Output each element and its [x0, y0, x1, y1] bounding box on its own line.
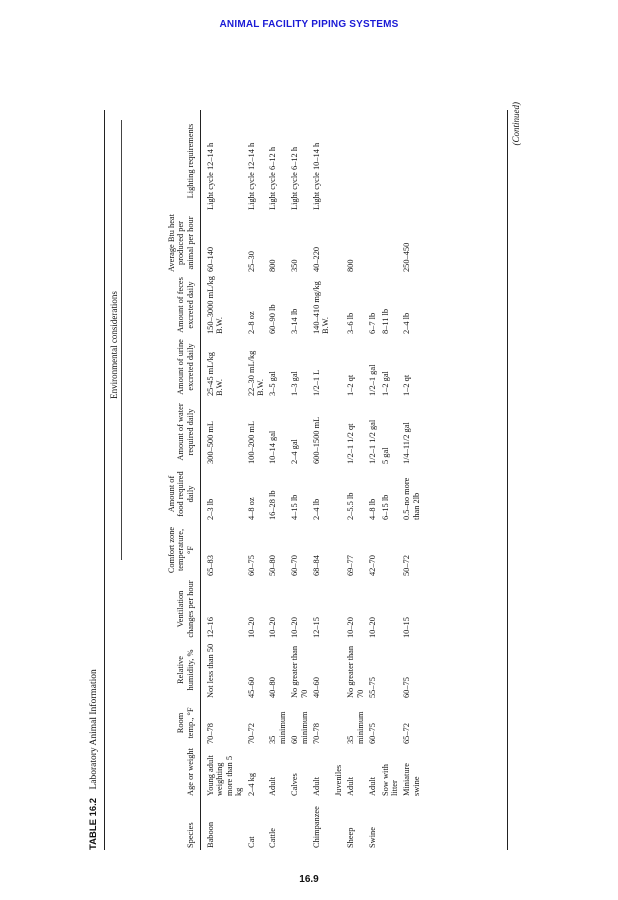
cell-species: Cattle [268, 827, 278, 848]
cell-comfort [332, 522, 344, 578]
cell-comfort: 60–70 [290, 555, 300, 576]
cell-comfort: 65–83 [206, 555, 215, 576]
cell-water [332, 398, 344, 466]
table-title: Laboratory Animal Information [89, 669, 99, 790]
cell-btu: 40–220 [312, 246, 322, 272]
cell-comfort: 60–75 [246, 555, 256, 576]
col-header-comfort: Comfort zone temperature, °F [166, 526, 195, 574]
cell-water: 2–4 gal [290, 439, 300, 464]
cell-lighting: Light cycle 10–14 h [312, 142, 322, 210]
table-number: TABLE 16.2 [88, 797, 99, 850]
cell-food: 0.5–no more than 2lb [402, 477, 421, 520]
cell-water: 10–14 gal [268, 430, 278, 464]
cell-food: 2–3 lb [206, 498, 215, 520]
cell-ventilation: 12–15 [312, 617, 322, 638]
cell-age: Adult [346, 776, 356, 796]
cell-lighting: Light cycle 6–12 h [290, 146, 300, 210]
cell-urine: 25-45 mL/kg B.W. [206, 352, 225, 396]
cell-species [379, 798, 401, 850]
cell-ventilation: 10–20 [268, 617, 278, 638]
page-number: 16.9 [299, 874, 319, 885]
table-row [266, 110, 288, 850]
group-heading: Environmental considerations [109, 291, 119, 399]
table-rotated-content [84, 90, 544, 860]
cell-age: Miniature swine [402, 762, 421, 796]
cell-water: 1/2–1 1/2 qt [346, 423, 356, 464]
cell-humidity [332, 640, 344, 700]
cell-water: 1/2–1 1/2 gal [368, 419, 378, 464]
cell-humidity: 45–60 [246, 677, 256, 698]
cell-room-temp: 35 minimum [268, 711, 287, 744]
col-header-water: Amount of water required daily [176, 403, 195, 461]
cell-btu: 60–140 [206, 246, 215, 272]
cell-ventilation: 10–20 [246, 617, 256, 638]
col-header-food: Amount of food required daily [166, 471, 195, 517]
col-header-species: Species [185, 822, 195, 848]
cell-lighting: Light cycle 12–14 h [206, 142, 215, 210]
cell-room-temp: 35 minimum [346, 711, 365, 744]
cell-lighting [344, 110, 366, 212]
cell-room-temp: 70–78 [206, 723, 215, 744]
cell-btu: 250–450 [402, 242, 412, 272]
cell-food: 4–8 oz [246, 497, 256, 520]
cell-btu: 25–30 [246, 251, 256, 272]
cell-room-temp: 70–72 [246, 723, 256, 744]
cell-feces: 2–8 oz [246, 311, 256, 334]
cell-age: Adult [312, 776, 322, 796]
cell-species: Sheep [346, 827, 356, 848]
cell-water: 100–200 mL [246, 420, 256, 464]
table-row [245, 110, 267, 850]
cell-btu: 800 [268, 259, 278, 272]
cell-btu: 350 [290, 259, 300, 272]
cell-food: 4–15 lb [290, 494, 300, 520]
cell-ventilation: 10–20 [368, 617, 378, 638]
cell-ventilation [332, 578, 344, 640]
rotated-table-area [84, 90, 544, 870]
cell-food: 2–5.5 lb [346, 492, 356, 520]
cell-comfort: 69–77 [346, 555, 356, 576]
table-row [400, 110, 422, 850]
table-row [344, 110, 366, 850]
cell-urine: 1–2 qt [346, 374, 356, 396]
animal-info-table [128, 110, 422, 850]
cell-feces: 3–14 lb [290, 308, 300, 334]
cell-comfort: 50–80 [268, 555, 278, 576]
col-header-btu: Average Btu heat produced per animal per hour [166, 214, 195, 272]
table-top-rule [104, 110, 105, 850]
cell-room-temp: 60 minimum [290, 711, 309, 744]
cell-humidity: No greater than 70 [346, 645, 365, 698]
cell-feces: 8–11 lb [380, 308, 390, 334]
cell-humidity: 55–75 [368, 677, 378, 698]
table-caption [88, 669, 99, 850]
cell-species: Swine [368, 827, 378, 848]
cell-species [400, 798, 422, 850]
cell-room-temp: 65–72 [402, 723, 412, 744]
cell-humidity: 40–60 [312, 677, 322, 698]
cell-feces: 2–4 lb [402, 312, 412, 334]
cell-urine: 1–2 qt [402, 374, 412, 396]
col-header-ventilation: Ventilation changes per hour [176, 580, 195, 638]
cell-urine: 3–5 gal [268, 371, 278, 396]
cell-feces: 140–410 mg/kg B.W. [312, 281, 331, 334]
cell-species: Cat [246, 836, 256, 848]
cell-feces: 3–6 lb [346, 312, 356, 334]
cell-age: Sow with litter [380, 764, 399, 796]
cell-food: 16–28 lb [268, 490, 278, 520]
running-header: ANIMAL FACILITY PIPING SYSTEMS [219, 19, 399, 30]
cell-feces: 6–7 lb [368, 312, 378, 334]
cell-humidity [379, 640, 401, 700]
col-header-lighting: Lighting requirements [185, 123, 195, 199]
cell-room-temp: 70–78 [312, 723, 322, 744]
continued-note: (Continued) [511, 102, 521, 146]
cell-room-temp [379, 700, 401, 746]
header-row [128, 110, 198, 850]
cell-room-temp: 60–75 [368, 723, 378, 744]
cell-lighting [379, 110, 401, 212]
cell-comfort: 68–84 [312, 555, 322, 576]
cell-urine: 1–3 gal [290, 371, 300, 396]
table-row [379, 110, 401, 850]
col-header-room-temp: Room temp., °F [176, 707, 195, 739]
cell-humidity: Not less than 50 [206, 643, 215, 698]
group-heading-rule [121, 120, 122, 560]
cell-ventilation: 10–15 [402, 617, 412, 638]
cell-water: 300–500 mL [206, 420, 215, 464]
cell-humidity: No greater than 70 [290, 645, 309, 698]
cell-age: Adult [368, 776, 378, 796]
cell-urine: 1–2 gal [380, 371, 390, 396]
cell-water: 5 gal [380, 447, 390, 464]
cell-lighting [366, 110, 378, 212]
cell-food: 2–4 lb [312, 498, 322, 520]
table-bottom-rule [507, 110, 508, 850]
col-header-humidity: Relative humidity, % [176, 649, 195, 691]
table-row [288, 110, 310, 850]
cell-comfort [379, 522, 401, 578]
cell-species [288, 798, 310, 850]
cell-comfort: 42–70 [368, 555, 378, 576]
cell-btu [332, 212, 344, 274]
cell-humidity: 60–75 [402, 677, 412, 698]
cell-urine: 1/2–1 gal [368, 364, 378, 396]
table-row [204, 110, 245, 850]
cell-age: Juveniles [333, 764, 343, 796]
cell-lighting [400, 110, 422, 212]
cell-age: Young adult weighting more than 5 kg [206, 755, 244, 796]
cell-urine [332, 336, 344, 398]
table-row [310, 110, 332, 850]
cell-btu [366, 212, 378, 274]
cell-species: Baboon [206, 821, 215, 848]
cell-species: Chimpanzee [312, 806, 322, 848]
cell-age: Calves [290, 773, 300, 796]
cell-lighting: Light cycle 6–12 h [268, 146, 278, 210]
cell-food [332, 466, 344, 522]
col-header-age: Age or weight [185, 748, 195, 796]
cell-ventilation: 10–20 [290, 617, 300, 638]
cell-urine: 22–30 mL/kg B.W. [246, 350, 266, 396]
cell-btu [379, 212, 401, 274]
cell-feces: 60–90 lb [268, 304, 278, 334]
cell-feces [332, 274, 344, 336]
cell-ventilation: 12–16 [206, 617, 215, 638]
cell-water: 600–1500 mL [312, 416, 322, 464]
cell-age: 2–4 kg [246, 772, 256, 796]
col-header-feces: Amount of feces excreted daily [176, 277, 195, 333]
cell-ventilation: 10–20 [346, 617, 356, 638]
cell-feces: 150–3000 mL/kg B.W. [206, 276, 225, 334]
cell-water: 1/4–11/2 gal [402, 422, 412, 464]
col-header-urine: Amount of urine excreted daily [176, 339, 195, 395]
table-row [332, 110, 344, 850]
cell-btu: 800 [346, 259, 356, 272]
cell-species [332, 798, 344, 850]
cell-age: Adult [268, 776, 278, 796]
cell-urine: 1/2–1 L [312, 369, 322, 396]
cell-lighting [332, 110, 344, 212]
cell-ventilation [379, 578, 401, 640]
table-row [366, 110, 378, 850]
cell-lighting: Light cycle 12–14 h [246, 142, 256, 210]
cell-humidity: 40–80 [268, 677, 278, 698]
cell-food: 4–8 lb [368, 498, 378, 520]
cell-food: 6–15 lb [380, 494, 390, 520]
cell-room-temp [332, 700, 344, 746]
cell-comfort: 50–72 [402, 555, 412, 576]
